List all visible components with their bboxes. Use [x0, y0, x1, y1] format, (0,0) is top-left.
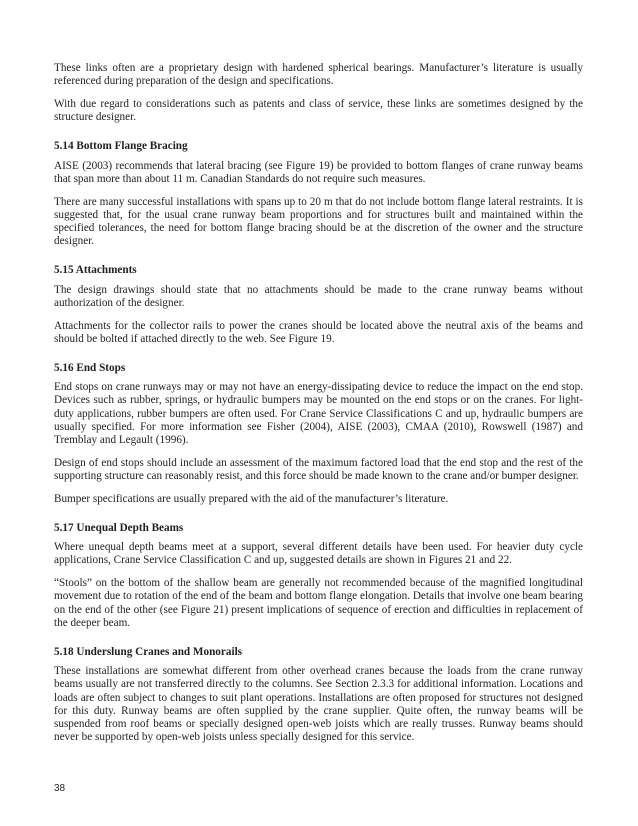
section-paragraph: Bumper specifications are usually prepared with the aid of the manufacturer’s literature. — [54, 492, 449, 505]
section-paragraph: There are many successful installations with spans up to 20 m that do not include bottom flange lateral restraints. It is suggested that, for the usual crane runway beam proportions and for structures built and maintained within the specified tolerances, the need for bottom flange bracing should be at the discretion of the owner and the structure designer. — [54, 195, 583, 248]
section-paragraph: End stops on crane runways may or may not have an energy-dissipating device to reduce the impact on the end stop. Devices such as rubber, springs, or hydraulic bumpers may be mounted on the end stops or on the cranes. For light-duty applications, rubber bumpers are often used. For Crane Service Classifications C and up, hydraulic bumpers are usually specified. For more information see Fisher (2004), AISE (2003), CMAA (2010), Rowswell (1987) and Tremblay and Legault (1996). — [54, 381, 583, 447]
intro-paragraph: These links often are a proprietary design with hardened spherical bearings. Manufacturer’s literature is usually referenced during preparation of the design and specifications. — [54, 62, 583, 88]
section-paragraph: “Stools” on the bottom of the shallow beam are generally not recommended because of the magnified longitudinal movement due to rotation of the end of the beam and bottom flange elongation. Details that involve one beam bearing on the end of the other (see Figure 21) present implications of sequence of erection and difficulties in replacement of the deeper beam. — [54, 577, 583, 629]
section-heading: 5.17 Unequal Depth Beams — [54, 522, 184, 535]
page-number: 38 — [54, 783, 66, 794]
section-heading: 5.15 Attachments — [54, 264, 137, 277]
section-paragraph: Attachments for the collector rails to power the cranes should be located above the neutral axis of the beams and should be bolted if attached directly to the web. See Figure 19. — [54, 319, 583, 345]
section-paragraph: The design drawings should state that no attachments should be made to the crane runway beams without authorization of the designer. — [54, 283, 583, 309]
section-paragraph: AISE (2003) recommends that lateral bracing (see Figure 19) be provided to bottom flanges of crane runway beams that span more than about 11 m. Canadian Standards do not require such measures. — [54, 159, 583, 185]
section-paragraph: Design of end stops should include an assessment of the maximum factored load that the end stop and the rest of the supporting structure can reasonably resist, and this force should be made known to the crane and/or bumper designer. — [54, 456, 583, 483]
section-underslung-cranes — [54, 646, 583, 744]
section-heading: 5.18 Underslung Cranes and Monorails — [54, 646, 243, 659]
intro-paragraph: With due regard to considerations such as patents and class of service, these links are sometimes designed by the structure designer. — [54, 98, 583, 124]
section-bottom-flange-bracing — [54, 140, 583, 248]
section-paragraph: These installations are somewhat different from other overhead cranes because the loads from the crane runway beams usually are not transferred directly to the columns. See Section 2.3.3 for additional information. Locations and loads are often subject to changes to suit plant operations. Installations are often proposed for structures not designed for this duty. Runway beams are often supplied by the crane supplier. Quite often, the runway beams will be suspended from roof beams or specially designed open-web joists which are really trusses. Runway beams should never be supported by open-web joists unless specially designed for this service. — [54, 665, 583, 744]
section-unequal-depth-beams — [54, 522, 583, 630]
section-attachments — [54, 264, 583, 346]
section-heading: 5.14 Bottom Flange Bracing — [54, 140, 188, 153]
document-page — [54, 62, 583, 754]
section-paragraph: Where unequal depth beams meet at a support, several different details have been used. For heavier duty cycle applications, Crane Service Classification C and up, suggested details are shown in Figures 21 and 22. — [54, 541, 583, 567]
section-end-stops — [54, 362, 583, 506]
section-heading: 5.16 End Stops — [54, 362, 126, 375]
